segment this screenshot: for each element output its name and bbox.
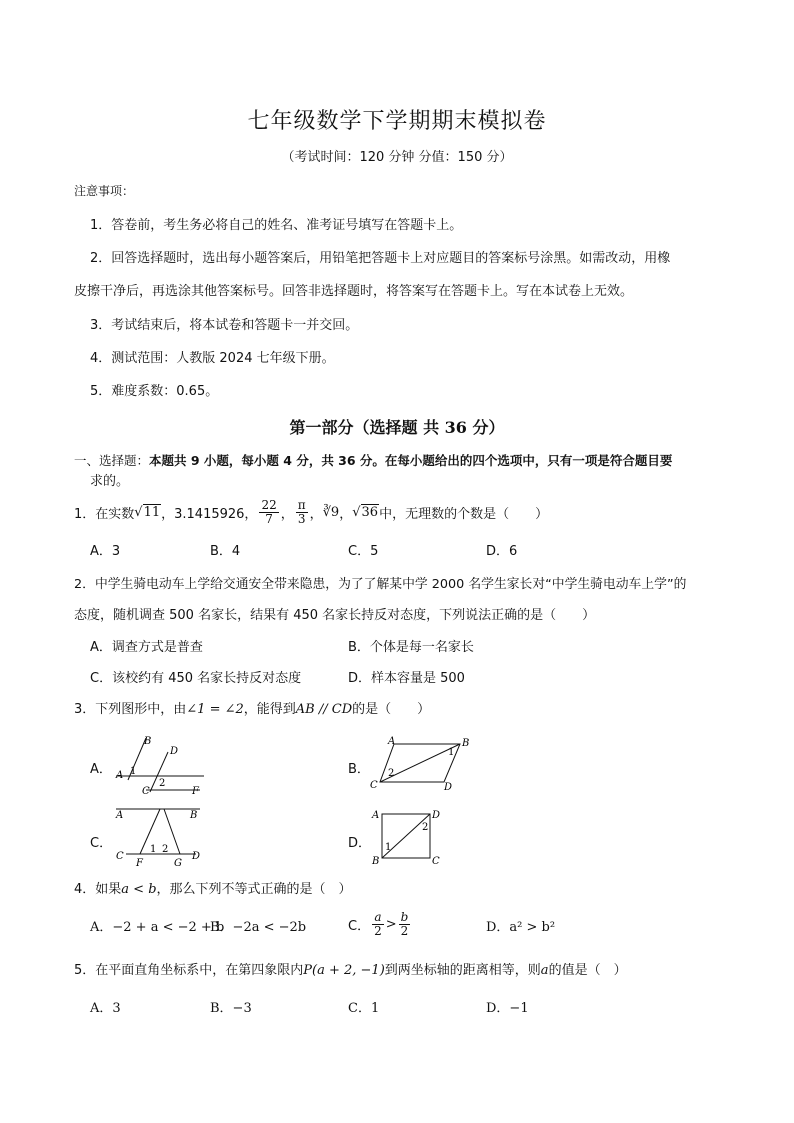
q3-conclusion: AB // CD xyxy=(295,702,353,717)
q5-text-a: 5．在平面直角坐标系中，在第四象限内 xyxy=(74,963,304,978)
frac-den: 2 xyxy=(374,923,382,938)
svg-text:B: B xyxy=(462,738,470,749)
note-item-5: 5．难度系数：0.65。 xyxy=(90,384,219,399)
frac-num: π xyxy=(297,497,306,512)
instr-lead: 一、选择题： xyxy=(74,453,150,468)
q5-option-a: A．3 xyxy=(90,1001,121,1016)
q4-option-c: C． $\frac{a}{2}$ > $\frac{b}{2}$ xyxy=(348,909,409,938)
frac-den: 2 xyxy=(400,923,409,938)
q2-option-d: D．样本容量是 500 xyxy=(348,671,465,686)
q3-condition: ∠1 = ∠2 xyxy=(186,702,244,717)
q2-option-b: B．个体是每一名家长 xyxy=(348,640,474,655)
frac-den: 7 xyxy=(265,511,273,526)
frac-num: b xyxy=(400,909,409,924)
note-item-2-cont: 皮擦干净后，再选涂其他答案标号。回答非选择题时，将答案写在答题卡上。写在本试卷上无效。 xyxy=(74,284,634,299)
frac-num: 22 xyxy=(261,497,277,512)
question-2-line-1: 2．中学生骑电动车上学给交通安全带来隐患，为了了解某中学 2000 名学生家长对“中学生骑电动车上学”的 xyxy=(74,577,687,592)
question-3-stem xyxy=(74,698,430,717)
q4-text-a: 4．如果 xyxy=(74,882,122,897)
svg-text:A: A xyxy=(372,810,380,821)
note-item-4: 4．测试范围：人教版 2024 七年级下册。 xyxy=(90,351,335,366)
svg-text:D: D xyxy=(432,810,441,821)
instr-cont: 求的。 xyxy=(90,474,130,489)
q5-text-c: 的值是（ ） xyxy=(548,963,627,978)
svg-text:D: D xyxy=(192,851,201,862)
q4-option-c-label: C． xyxy=(348,918,371,934)
sqrt-36-radicand: 36 xyxy=(361,504,379,520)
frac-num: a xyxy=(372,911,384,925)
q2-option-c: C．该校约有 450 名家长持反对态度 xyxy=(90,671,302,686)
svg-text:F: F xyxy=(192,786,199,796)
svg-text:A: A xyxy=(388,736,396,747)
q5-text-b: 到两坐标轴的距离相等，则 xyxy=(384,963,541,978)
q1-text-c: 中，无理数的个数是（ ） xyxy=(379,506,549,522)
q1-text-b: ，3.1415926， xyxy=(161,506,258,522)
q4-option-b: B．−2a < −2b xyxy=(210,920,307,935)
svg-text:1: 1 xyxy=(130,766,137,777)
fraction-a-2 xyxy=(372,911,384,938)
q2-option-a: A．调查方式是普查 xyxy=(90,640,203,655)
fraction-22-7 xyxy=(259,499,278,526)
svg-text:2: 2 xyxy=(159,778,166,789)
q4-option-a: A．−2 + a < −2 + b xyxy=(90,920,225,935)
frac-den: 3 xyxy=(297,511,306,526)
q3-figure-d xyxy=(368,806,448,868)
q3-text-a: 3．下列图形中，由 xyxy=(74,702,187,717)
svg-text:2: 2 xyxy=(422,822,429,833)
q5-variable: a xyxy=(540,963,549,978)
q1-option-c: C．5 xyxy=(348,544,379,559)
instr-bold: 本题共 9 小题，每小题 4 分，共 36 分。在每小题给出的四个选项中，只有一项是符合题目要 xyxy=(149,453,673,468)
svg-text:1: 1 xyxy=(150,844,157,855)
svg-text:A: A xyxy=(116,770,124,781)
q1-option-a: A．3 xyxy=(90,544,121,559)
svg-text:C: C xyxy=(142,786,150,796)
svg-text:2: 2 xyxy=(162,844,169,855)
svg-text:B: B xyxy=(190,810,198,821)
notes-heading: 注意事项： xyxy=(74,184,135,198)
svg-text:D: D xyxy=(170,746,179,757)
question-2-line-2: 态度，随机调查 500 名家长，结果有 450 名家长持反对态度，下列说法正确的是（ ） xyxy=(74,608,596,623)
fraction-b-2 xyxy=(399,911,411,938)
section-title: 第一部分（选择题 共 36 分） xyxy=(289,418,505,437)
q1-option-d: D．6 xyxy=(486,544,518,559)
fraction-pi-3 xyxy=(296,499,308,526)
svg-text:D: D xyxy=(444,782,453,792)
q3-figure-c xyxy=(112,804,208,868)
svg-text:F: F xyxy=(136,858,143,868)
svg-text:1: 1 xyxy=(448,747,455,758)
q3-text-c: 的是（ ） xyxy=(352,702,431,717)
q4-text-b: ，那么下列不等式正确的是（ ） xyxy=(156,882,352,897)
note-item-1: 1．答卷前，考生务必将自己的姓名、准考证号填写在答题卡上。 xyxy=(90,218,463,233)
q3-figure-a xyxy=(112,732,212,796)
q4-condition: a < b xyxy=(121,882,157,897)
svg-text:A: A xyxy=(116,810,124,821)
q5-option-b: B．−3 xyxy=(210,1001,252,1016)
q5-option-c: C．1 xyxy=(348,1001,380,1016)
sqrt-36: √36 xyxy=(352,504,379,520)
q3-text-b: ，能得到 xyxy=(243,702,296,717)
q1-option-b: B．4 xyxy=(210,544,241,559)
svg-text:C: C xyxy=(116,851,124,862)
svg-text:B: B xyxy=(144,736,152,747)
question-4-stem xyxy=(74,878,352,897)
section-instructions xyxy=(74,451,672,469)
q3-option-c-label: C． xyxy=(90,836,113,851)
q1-text-a: 1．在实数 xyxy=(74,506,135,522)
svg-text:B: B xyxy=(372,856,380,867)
note-item-3: 3．考试结束后，将本试卷和答题卡一并交回。 xyxy=(90,318,359,333)
sqrt-11: √11 xyxy=(134,504,161,520)
q4-option-d: D．a² > b² xyxy=(486,920,556,935)
q5-point: P(a + 2, −1) xyxy=(303,963,385,978)
exam-subtitle: （考试时间：120 分钟 分值：150 分） xyxy=(281,150,513,165)
q5-option-d: D．−1 xyxy=(486,1001,529,1016)
exam-title: 七年级数学下学期期末模拟卷 xyxy=(247,109,547,134)
svg-text:1: 1 xyxy=(385,842,392,853)
svg-text:C: C xyxy=(370,780,378,791)
note-item-2: 2．回答选择题时，选出每小题答案后，用铅笔把答题卡上对应题目的答案标号涂黑。如需改动，用橡 xyxy=(90,251,671,266)
sqrt-11-radicand: 11 xyxy=(143,504,161,520)
question-1-stem: 1．在实数 √11 ，3.1415926， $\frac{22}{7}$ ， $\frac{\pi}{3}$ ， ∛9 ， √36 中，无理数的个数是（ ） xyxy=(74,497,549,526)
q3-option-d-label: D． xyxy=(348,836,372,851)
cube-root-9: ∛9 xyxy=(322,504,340,520)
q3-option-a-label: A． xyxy=(90,762,112,777)
svg-text:G: G xyxy=(174,858,182,868)
question-5-stem xyxy=(74,959,627,978)
svg-text:C: C xyxy=(432,856,440,867)
q3-option-b-label: B． xyxy=(348,762,370,777)
svg-text:2: 2 xyxy=(388,768,395,779)
q3-figure-b xyxy=(368,734,474,792)
